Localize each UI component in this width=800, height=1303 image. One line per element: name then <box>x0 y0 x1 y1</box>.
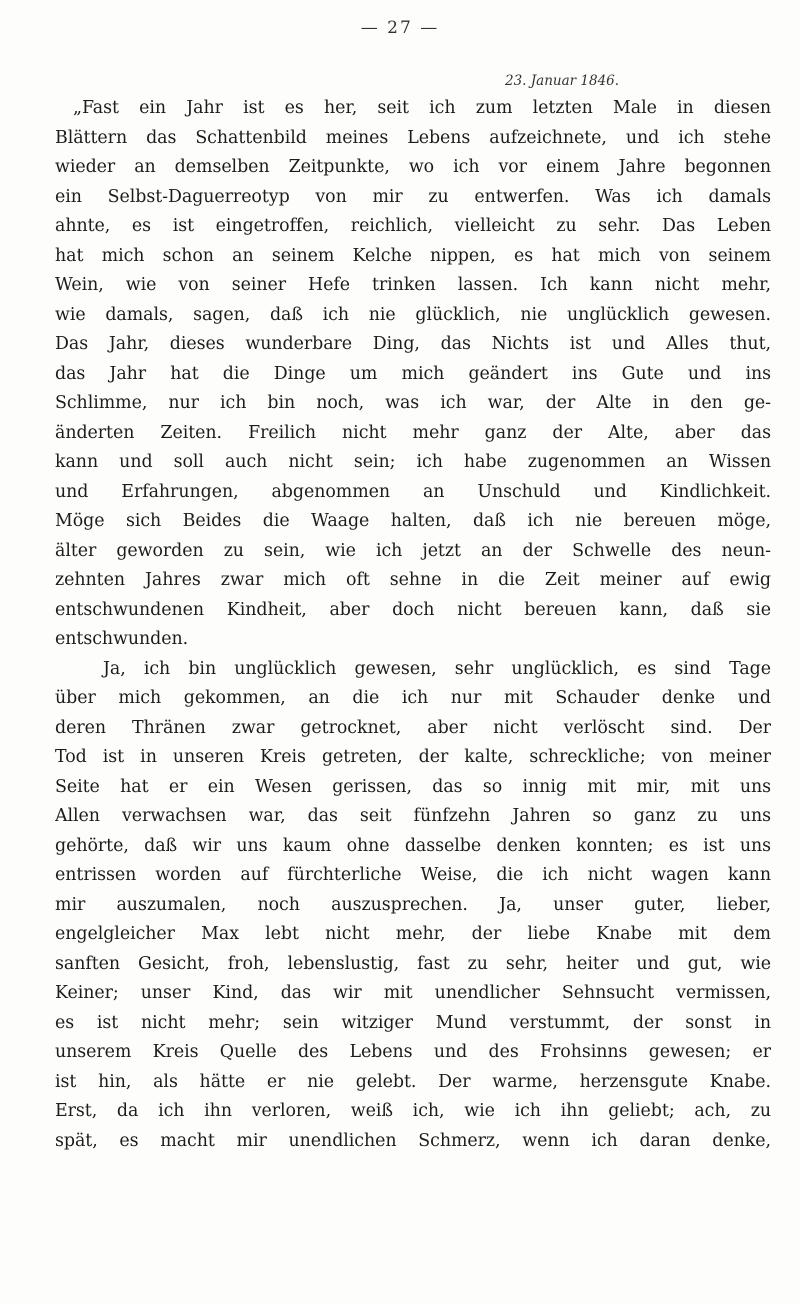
text-line: „Fast ein Jahr ist es her, seit ich zum letzten Male in diesen <box>73 98 771 118</box>
text-line: Seite hat er ein Wesen gerissen, das so innig mit mir, mit uns <box>55 776 771 797</box>
text-line: entrissen worden auf fürchterliche Weise, die ich nicht wagen kann <box>55 865 771 885</box>
text-line: entschwunden. <box>55 629 189 649</box>
text-line: kann und soll auch nicht sein; ich habe zugenommen an Wissen <box>55 452 771 472</box>
text-line: Möge sich Beides die Waage halten, daß ich nie bereuen möge, <box>55 511 771 531</box>
text-line: sanften Gesicht, froh, lebenslustig, fast zu sehr, heiter und gut, wie <box>55 953 771 974</box>
body-text <box>55 94 771 1156</box>
text-line: mir auszumalen, noch auszusprechen. Ja, unser guter, lieber, <box>55 894 771 915</box>
text-line: Keiner; unser Kind, das wir mit unendlicher Sehnsucht vermissen, <box>55 983 771 1003</box>
text-line: das Jahr hat die Dinge um mich geändert ins Gute und ins <box>55 363 771 384</box>
text-line: Allen verwachsen war, das seit fünfzehn Jahren so ganz zu uns <box>55 806 771 826</box>
text-line: spät, es macht mir unendlichen Schmerz, wenn ich daran denke, <box>55 1130 771 1151</box>
text-line: zehnten Jahres zwar mich oft sehne in die Zeit meiner auf ewig <box>55 570 771 590</box>
text-line: Ja, ich bin unglücklich gewesen, sehr unglücklich, es sind Tage <box>103 658 771 679</box>
text-line: gehörte, daß wir uns kaum ohne dasselbe denken konnten; es ist uns <box>55 835 771 856</box>
entry-date: 23. Januar 1846. <box>505 73 620 89</box>
text-line: unserem Kreis Quelle des Lebens und des Frohsinns gewesen; er <box>55 1042 771 1062</box>
text-line: wieder an demselben Zeitpunkte, wo ich vor einem Jahre begonnen <box>55 157 771 177</box>
text-line: ein Selbst-Daguerreotyp von mir zu entwerfen. Was ich damals <box>55 186 771 207</box>
text-line: älter geworden zu sein, wie ich jetzt an der Schwelle des neun- <box>55 540 771 561</box>
text-line: wie damals, sagen, daß ich nie glücklich, nie unglücklich gewesen. <box>55 304 771 325</box>
text-line: und Erfahrungen, abgenommen an Unschuld und Kindlichkeit. <box>55 481 771 502</box>
text-line: änderten Zeiten. Freilich nicht mehr ganz der Alte, aber das <box>55 422 771 443</box>
text-line: deren Thränen zwar getrocknet, aber nicht verlöscht sind. Der <box>55 717 771 738</box>
text-line: Wein, wie von seiner Hefe trinken lassen. Ich kann nicht mehr, <box>55 275 771 295</box>
text-line: über mich gekommen, an die ich nur mit Schauder denke und <box>55 688 771 708</box>
text-line: Blättern das Schattenbild meines Lebens aufzeichnete, und ich stehe <box>55 127 771 148</box>
page-number: — 27 — <box>360 18 440 38</box>
text-line: engelgleicher Max lebt nicht mehr, der liebe Knabe mit dem <box>55 924 771 944</box>
text-line: es ist nicht mehr; sein witziger Mund verstummt, der sonst in <box>55 1012 771 1033</box>
text-line: entschwundenen Kindheit, aber doch nicht bereuen kann, daß sie <box>55 599 771 620</box>
text-line: ahnte, es ist eingetroffen, reichlich, vielleicht zu sehr. Das Leben <box>55 216 771 236</box>
text-line: Schlimme, nur ich bin noch, was ich war, der Alte in den ge- <box>55 393 771 413</box>
text-line: Erst, da ich ihn verloren, weiß ich, wie ich ihn geliebt; ach, zu <box>55 1101 771 1121</box>
text-line: hat mich schon an seinem Kelche nippen, es hat mich von seinem <box>55 245 771 266</box>
text-line: Das Jahr, dieses wunderbare Ding, das Nichts ist und Alles thut, <box>55 334 771 354</box>
text-line: Tod ist in unseren Kreis getreten, der kalte, schreckliche; von meiner <box>55 747 771 767</box>
text-line: ist hin, als hätte er nie gelebt. Der warme, herzensgute Knabe. <box>55 1071 771 1092</box>
